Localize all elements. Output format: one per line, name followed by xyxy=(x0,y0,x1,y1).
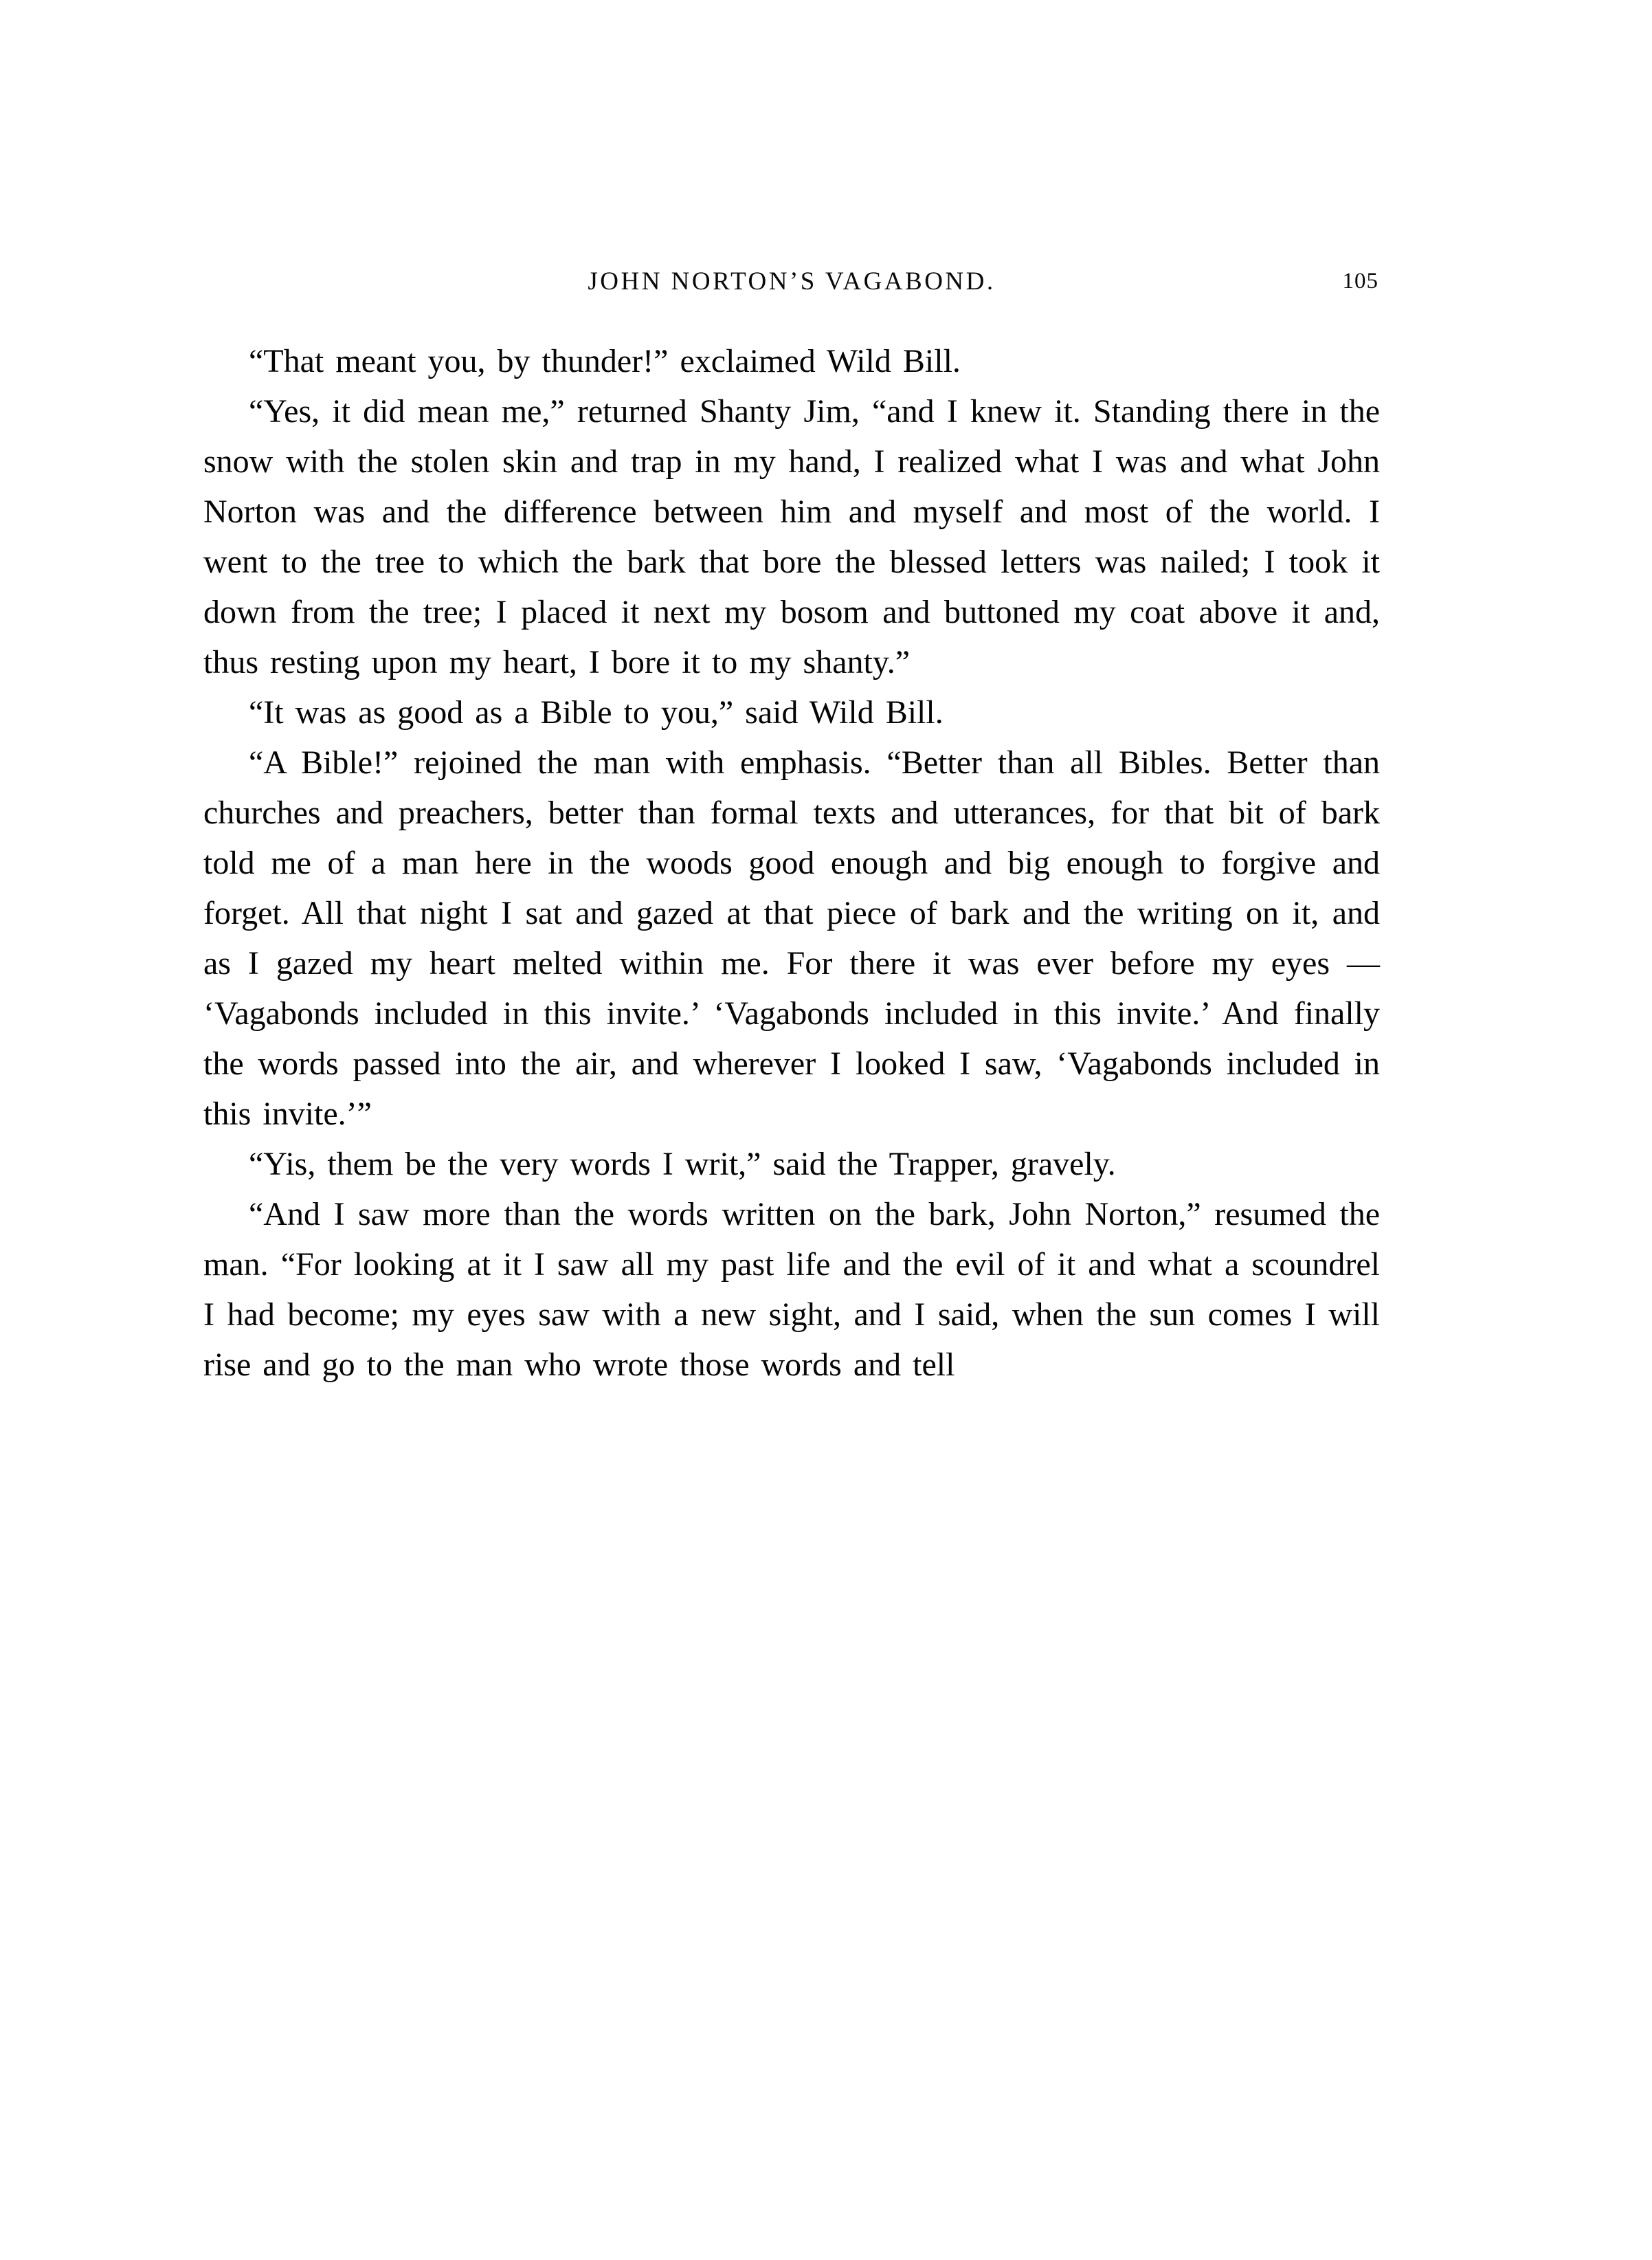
running-header-title: JOHN NORTON’S VAGABOND. xyxy=(588,267,996,296)
paragraph: “Yes, it did mean me,” returned Shanty Jim, “and I knew it. Standing there in the snow with the stolen skin and trap in my hand, I realized what I was and what John Norton was and the difference between him and myself and most of the world. I went to the tree to which the bark that bore the blessed letters was nailed; I took it down from the tree; I placed it next my bosom and buttoned my coat above it and, thus resting upon my heart, I bore it to my shanty.” xyxy=(203,393,1380,680)
paragraph: “Yis, them be the very words I writ,” said the Trapper, gravely. xyxy=(249,1146,1116,1182)
running-header xyxy=(203,267,1380,296)
paragraph: “It was as good as a Bible to you,” said Wild Bill. xyxy=(249,694,944,731)
text-block xyxy=(203,267,1380,1390)
paragraph: “And I saw more than the words written on the bark, John Norton,” resumed the man. “For looking at it I saw all my past life and the evil of it and what a scoundrel I had become; my eyes saw with a new sight, and I said, when the sun comes I will rise and go to the man who wrote those words and tell xyxy=(203,1196,1380,1383)
paragraph: “That meant you, by thunder!” exclaimed Wild Bill. xyxy=(249,343,961,379)
body-text xyxy=(203,336,1380,1390)
page-number: 105 xyxy=(1342,269,1378,293)
paragraph: “A Bible!” rejoined the man with emphasis. “Better than all Bibles. Better than churches and preachers, better than formal texts and utterances, for that bit of bark told me of a man here in the woods good enough and big enough to forgive and forget. All that night I sat and gazed at that piece of bark and the writing on it, and as I gazed my heart melted within me. For there it was ever before my eyes — ‘Vagabonds included in this invite.’ ‘Vagabonds included in this invite.’ And finally the words passed into the air, and wherever I looked I saw, ‘Vagabonds included in this invite.’” xyxy=(203,744,1380,1132)
